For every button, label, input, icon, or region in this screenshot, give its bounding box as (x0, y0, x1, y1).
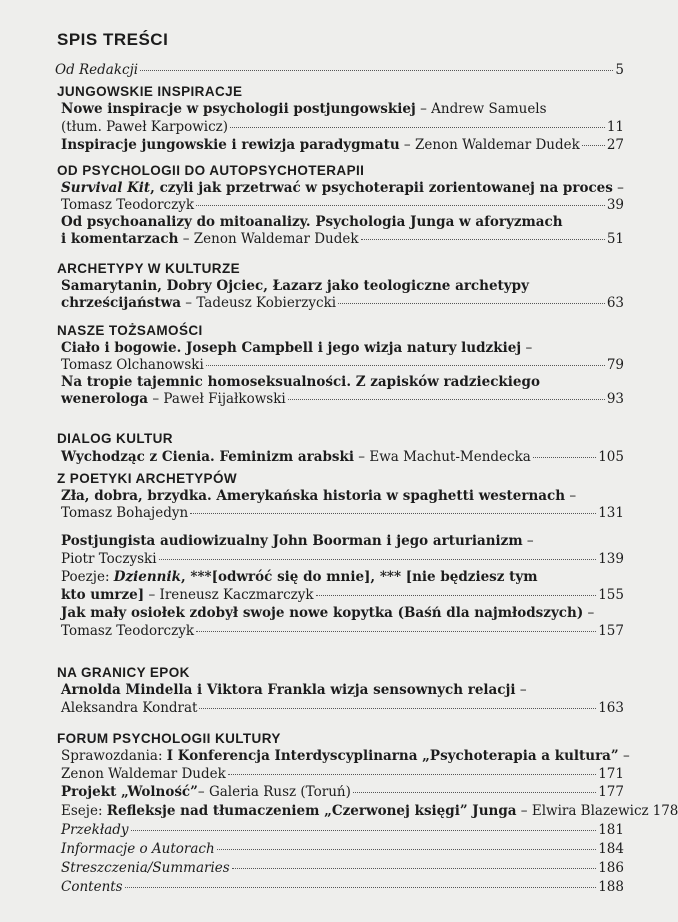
entry-dash: – (618, 748, 630, 764)
entry-title-italic: Dziennik (113, 569, 181, 585)
page-number: 155 (598, 587, 624, 603)
entry-translator: (tłum. Paweł Karpowicz) (61, 119, 229, 135)
toc-entry-line[interactable] (61, 505, 624, 522)
page-number: 93 (606, 391, 624, 407)
leader-dots (228, 774, 596, 775)
toc-entry-line[interactable] (61, 214, 563, 231)
entry-title: Ciało i bogowie. Joseph Campbell i jego wizja natury ludzkiej (61, 340, 522, 356)
entry-author: Tomasz Bohajedyn (61, 505, 189, 521)
entry-author: Tomasz Olchanowski (61, 357, 204, 373)
entry-author: – Galeria Rusz (Toruń) (197, 784, 351, 800)
toc-entry-line[interactable] (61, 374, 540, 391)
entry-dash: – (522, 533, 534, 549)
entry-author: Tomasz Teodorczyk (61, 197, 195, 213)
section-heading: JUNGOWSKIE INSPIRACJE (57, 84, 243, 99)
page-number: 5 (615, 62, 624, 78)
toc-entry-line[interactable] (61, 119, 624, 136)
entry-title: Samarytanin, Dobry Ojciec, Łazarz jako teologiczne archetypy (61, 278, 529, 294)
section-heading: FORUM PSYCHOLOGII KULTURY (57, 731, 281, 746)
entry-title: kto umrze] (61, 587, 145, 603)
entry-title: i komentarzach (61, 231, 179, 247)
entry-dash: – (583, 605, 595, 621)
entry-title: Postjungista audiowizualny John Boorman i jego arturianizm (61, 533, 523, 549)
leader-dots (196, 205, 605, 206)
page-number: 105 (598, 449, 624, 465)
entry-title: Projekt „Wolność” (61, 784, 198, 800)
leader-dots (582, 145, 605, 146)
page-number: 63 (606, 295, 624, 311)
leader-dots (199, 708, 596, 709)
toc-entry-line[interactable] (61, 449, 624, 466)
entry-author: – Elwira Blazewicz (516, 803, 649, 819)
page-number: 188 (598, 879, 624, 895)
page-number: 39 (606, 197, 624, 213)
page-number: 163 (598, 700, 624, 716)
toc-entry-line[interactable] (61, 551, 624, 568)
toc-entry-line[interactable] (61, 533, 534, 550)
page-number: 131 (598, 505, 624, 521)
page-number: 157 (598, 623, 624, 639)
entry-title: Przekłady (61, 822, 129, 838)
entry-author: Zenon Waldemar Dudek (61, 766, 226, 782)
entry-title: Informacje o Autorach (61, 841, 215, 857)
toc-entry-line[interactable] (61, 623, 624, 640)
entry-title: Contents (61, 879, 123, 895)
page-number: 51 (606, 231, 624, 247)
toc-entry-line[interactable] (61, 569, 538, 586)
entry-prefix: Sprawozdania: (61, 748, 167, 764)
toc-entry-line[interactable] (61, 295, 624, 312)
entry-title: I Konferencja Interdyscyplinarna „Psychoterapia a kultura” (166, 748, 619, 764)
toc-entry-line[interactable] (61, 340, 532, 357)
entry-dash: – (612, 180, 624, 196)
entry-title: wenerologa (61, 391, 149, 407)
toc-entry-line[interactable] (61, 180, 624, 197)
entry-author: Tomasz Teodorczyk (61, 623, 195, 639)
entry-title: Od psychoanalizy do mitoanalizy. Psychologia Junga w aforyzmach (61, 214, 563, 230)
entry-author: – Andrew Samuels (415, 101, 547, 117)
leader-dots (125, 887, 597, 888)
entry-prefix: Poezje: (61, 569, 114, 585)
entry-dash: – (521, 340, 533, 356)
toc-entry-line[interactable] (61, 803, 678, 820)
page-number: 184 (598, 841, 624, 857)
leader-dots (316, 595, 597, 596)
leader-dots (196, 631, 596, 632)
entry-title: Na tropie tajemnic homoseksualności. Z zapisków radzieckiego (61, 374, 540, 390)
leader-dots (288, 399, 605, 400)
toc-entry-line[interactable] (61, 605, 594, 622)
page-title: SPIS TREŚCI (57, 30, 169, 49)
entry-title: Arnolda Mindella i Viktora Frankla wizja sensownych relacji (61, 682, 516, 698)
section-heading: NA GRANICY EPOK (57, 665, 190, 680)
toc-entry-line[interactable] (61, 231, 624, 248)
leader-dots (131, 830, 597, 831)
entry-title: Zła, dobra, brzydka. Amerykańska historia w spaghetti westernach (61, 488, 566, 504)
leader-dots (361, 239, 605, 240)
page-number: 181 (598, 822, 624, 838)
section-heading: DIALOG KULTUR (57, 431, 173, 446)
entry-dash: – (565, 488, 577, 504)
page-number: 79 (606, 357, 624, 373)
toc-entry-line[interactable] (61, 822, 624, 839)
toc-entry-intro[interactable] (55, 62, 624, 79)
toc-entry-line[interactable] (61, 357, 624, 374)
page-number: 186 (598, 860, 624, 876)
page-number: 139 (598, 551, 624, 567)
entry-author: – Zenon Waldemar Dudek (399, 137, 580, 153)
section-heading: OD PSYCHOLOGII DO AUTOPSYCHOTERAPII (57, 163, 365, 178)
toc-entry-line[interactable] (61, 101, 547, 118)
leader-dots (232, 868, 597, 869)
toc-entry-line[interactable] (61, 587, 624, 604)
entry-author: – Zenon Waldemar Dudek (178, 231, 359, 247)
page-number: 171 (598, 766, 624, 782)
entry-title: Wychodząc z Cienia. Feminizm arabski (61, 449, 355, 465)
section-heading: ARCHETYPY W KULTURZE (57, 261, 240, 276)
leader-dots (206, 365, 605, 366)
toc-entry-line[interactable] (61, 391, 624, 408)
page-number: 27 (606, 137, 624, 153)
leader-dots (338, 303, 605, 304)
toc-entry-line[interactable] (61, 137, 624, 154)
leader-dots (353, 792, 596, 793)
entry-title: chrześcijaństwa (61, 295, 182, 311)
toc-entry-line[interactable] (61, 748, 630, 765)
entry-title: Od Redakcji (55, 62, 139, 78)
toc-entry-line[interactable] (61, 766, 624, 783)
section-heading: NASZE TOŻSAMOŚCI (57, 323, 203, 338)
entry-title: , czyli jak przetrwać w psychoterapii zorientowanej na proces (150, 180, 613, 196)
entry-title: Jak mały osiołek zdobył swoje nowe kopytka (Baśń dla najmłodszych) (61, 605, 584, 621)
section-heading: Z POETYKI ARCHETYPÓW (57, 471, 238, 486)
toc-entry-line[interactable] (61, 841, 624, 858)
leader-dots (230, 127, 605, 128)
entry-title: Nowe inspiracje w psychologii postjungowskiej (61, 101, 416, 117)
toc-entry-line[interactable] (61, 197, 624, 214)
leader-dots (140, 70, 613, 71)
toc-entry-line[interactable] (61, 784, 624, 801)
toc-entry-line[interactable] (61, 488, 576, 505)
entry-author: – Ireneusz Kaczmarczyk (144, 587, 314, 603)
entry-author: Piotr Toczyski (61, 551, 157, 567)
leader-dots (533, 457, 596, 458)
page-number: 178 (652, 803, 678, 819)
page-number: 177 (598, 784, 624, 800)
entry-author: Aleksandra Kondrat (61, 700, 198, 716)
entry-title: , ***[odwróć się do mnie], *** [nie będziesz tym (181, 569, 538, 585)
entry-title: Refleksje nad tłumaczeniem „Czerwonej księgi” Junga (106, 803, 517, 819)
page-number: 11 (606, 119, 624, 135)
toc-entry-line[interactable] (61, 879, 624, 896)
entry-author: – Ewa Machut-Mendecka (354, 449, 531, 465)
entry-title: Streszczenia/Summaries (61, 860, 230, 876)
entry-title-italic: Survival Kit (61, 180, 151, 196)
leader-dots (159, 559, 597, 560)
toc-entry-line[interactable] (61, 700, 624, 717)
toc-entry-line[interactable] (61, 682, 527, 699)
leader-dots (190, 513, 596, 514)
toc-entry-line[interactable] (61, 278, 529, 295)
toc-entry-line[interactable] (61, 860, 624, 877)
leader-dots (217, 849, 597, 850)
entry-prefix: Eseje: (61, 803, 107, 819)
entry-dash: – (515, 682, 527, 698)
entry-author: – Tadeusz Kobierzycki (181, 295, 337, 311)
entry-title: Inspiracje jungowskie i rewizja paradygmatu (61, 137, 400, 153)
entry-author: – Paweł Fijałkowski (148, 391, 286, 407)
